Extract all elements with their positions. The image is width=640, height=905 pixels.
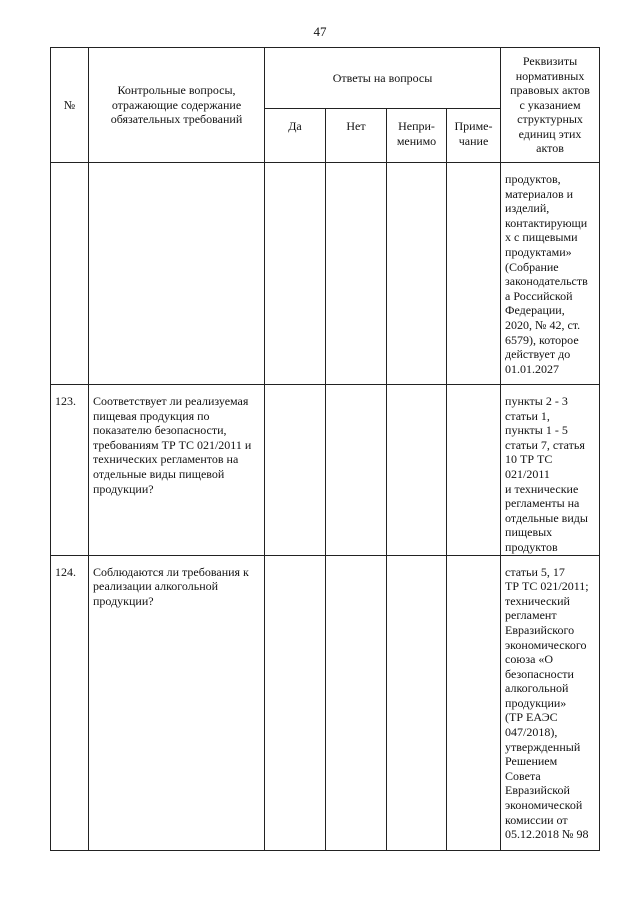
row-question: [89, 163, 265, 385]
row-number: 124.: [51, 555, 89, 850]
table-row: [51, 163, 600, 385]
row-answer-not-applicable[interactable]: [387, 385, 447, 556]
row-requisites: продуктов, материалов и изделий, контактирующи х с пищевыми продуктами» (Собрание законодательств а Российской Федерации, 2020, № 42, ст. 6579), которое действует до 01.01.2027: [501, 163, 600, 385]
row-number: [51, 163, 89, 385]
table-row: [51, 555, 600, 850]
header-no: Нет: [326, 109, 387, 163]
header-yes: Да: [265, 109, 326, 163]
row-requisites: пункты 2 - 3 статьи 1, пункты 1 - 5 статьи 7, статья 10 ТР ТС 021/2011 и технические регламенты на отдельные виды пищевых продуктов: [501, 385, 600, 556]
row-answer-not-applicable[interactable]: [387, 163, 447, 385]
row-answer-yes[interactable]: [265, 163, 326, 385]
row-answer-note[interactable]: [447, 555, 501, 850]
row-answer-not-applicable[interactable]: [387, 555, 447, 850]
header-questions: Контрольные вопросы, отражающие содержание обязательных требований: [89, 48, 265, 163]
table-row: [51, 385, 600, 556]
row-question: Соблюдаются ли требования к реализации алкогольной продукции?: [89, 555, 265, 850]
row-answer-no[interactable]: [326, 163, 387, 385]
row-answer-no[interactable]: [326, 385, 387, 556]
header-note: Приме- чание: [447, 109, 501, 163]
page-number: 47: [313, 24, 327, 39]
row-number: 123.: [51, 385, 89, 556]
header-requisites: Реквизиты нормативных правовых актов с указанием структурных единиц этих актов: [501, 48, 600, 163]
header-row-top: [51, 48, 600, 109]
header-number: №: [51, 48, 89, 163]
row-answer-no[interactable]: [326, 555, 387, 850]
header-not-applicable: Непри- менимо: [387, 109, 447, 163]
row-answer-note[interactable]: [447, 385, 501, 556]
row-answer-note[interactable]: [447, 163, 501, 385]
row-answer-yes[interactable]: [265, 385, 326, 556]
row-answer-yes[interactable]: [265, 555, 326, 850]
row-requisites: статьи 5, 17 ТР ТС 021/2011; технический регламент Евразийского экономического союза «О безопасности алкогольной продукции» (ТР ЕАЭС 047/2018), утвержденный Решением Совета Евразийской экономической комиссии от 05.12.2018 № 98: [501, 555, 600, 850]
header-answers: Ответы на вопросы: [265, 48, 501, 109]
row-question: Соответствует ли реализуемая пищевая продукция по показателю безопасности, требованиям ТР ТС 021/2011 и технических регламентов на отдельные виды пищевой продукции?: [89, 385, 265, 556]
checklist-table: [50, 47, 600, 851]
